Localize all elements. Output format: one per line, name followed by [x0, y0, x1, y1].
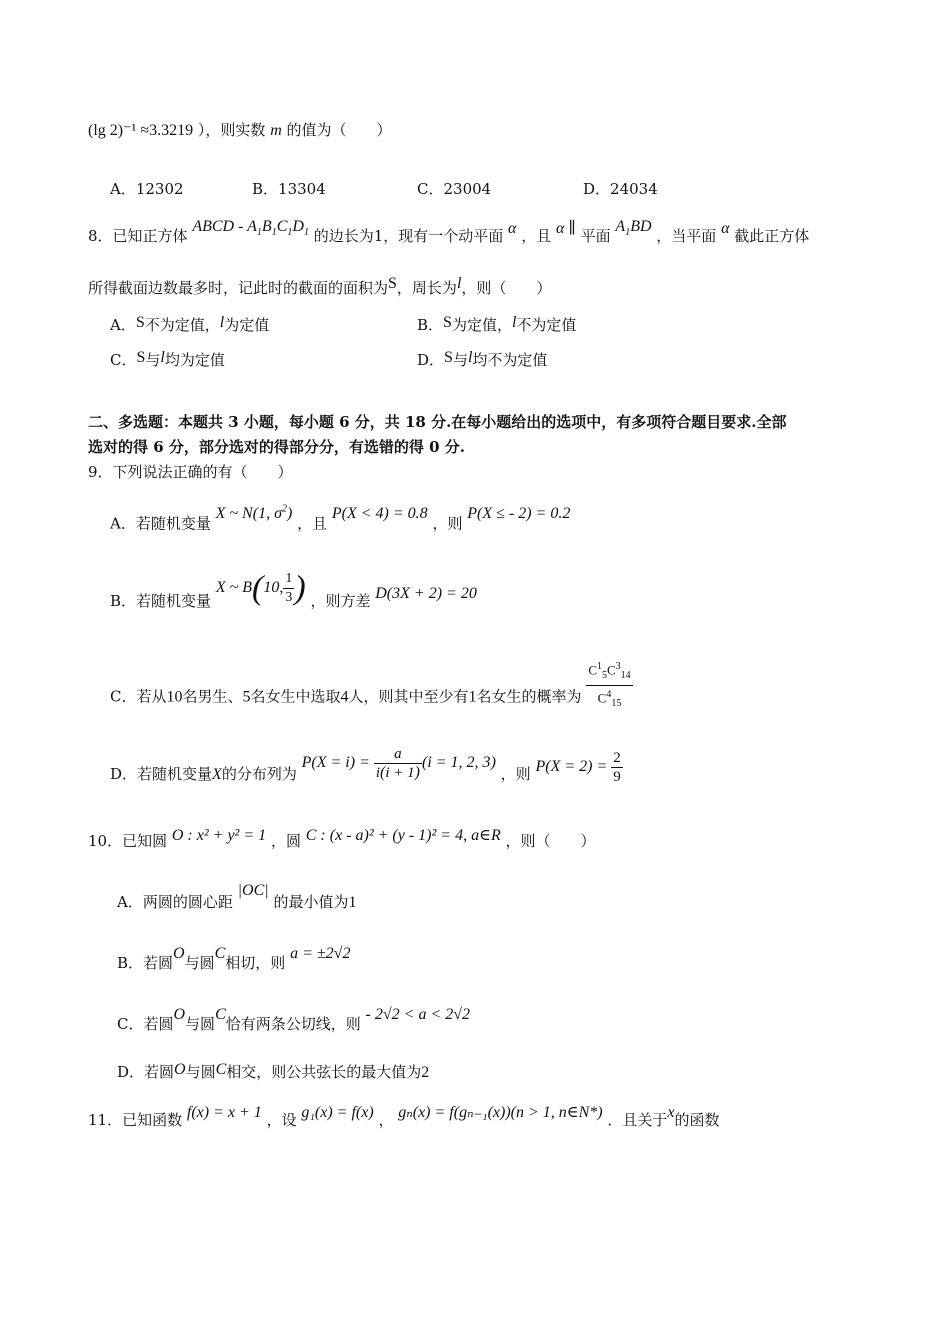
section2-heading-line1: 二、多选题：本题共 3 小题，每小题 6 分，共 18 分.在每小题给出的选项中，有多项符合题目要求.全部 — [88, 413, 787, 431]
q11-stem — [88, 1104, 720, 1131]
q10-stem — [88, 827, 596, 852]
q8-opt-c-t2: 均为定值 — [164, 351, 225, 369]
q10-a-t1: 的最小值为 — [273, 893, 349, 911]
q10-b-label: B．若圆 — [117, 954, 174, 972]
variance-expr: D(3X + 2) = 20 — [375, 585, 477, 603]
tangent-condition: a = ±2√2 — [290, 945, 351, 962]
q9-b-t1: ，则方差 — [310, 592, 371, 611]
circle-o-equation: O : x² + y² = 1 — [171, 827, 267, 844]
q10-d-label: D．若圆 — [117, 1063, 175, 1081]
plane-a1bd: $A_1BD$ — [615, 218, 652, 239]
q8-line2a: 所得截面边数最多时，记此时的截面的面积为 — [88, 279, 389, 297]
q9-c-n4: 1 — [468, 688, 477, 706]
q10-option-d — [117, 1062, 429, 1083]
q9-c-t2: 名女生中选取 — [250, 687, 341, 706]
var-O: O — [173, 1006, 186, 1023]
q8-opt-d-t2: 均不为定值 — [472, 351, 548, 369]
binomial-expr: X ~ B(10, $\frac{1}{3}$ ) — [215, 569, 306, 607]
function-g1: g₁(x) = f(x) — [301, 1104, 374, 1121]
var-O: O — [174, 1061, 186, 1078]
q8-opt-b-t2: 不为定值 — [516, 316, 577, 334]
q8-opt-b-t1: 为定值， — [451, 316, 512, 334]
var-X: X — [212, 766, 222, 784]
q7-option-d: D．24034 — [583, 180, 658, 198]
q9-c-n2: 5 — [242, 688, 251, 706]
q9-a-t2: ，则 — [432, 514, 463, 533]
q10-d-t2: 相交，则公共弦长的最大值为 — [226, 1063, 422, 1081]
q7-tail-line — [88, 120, 392, 141]
q8-opt-a-t2: 为定值 — [224, 316, 270, 334]
parallel-expr: α ∥ — [556, 220, 576, 237]
circle-c-equation: C : (x - a)² + (y - 1)² = 4, a∈R — [305, 827, 501, 844]
q7-option-b: B．13304 — [252, 180, 326, 198]
var-m: m — [270, 122, 282, 139]
q8-option-b — [417, 315, 576, 336]
q8-line2c: ，则（ ） — [461, 279, 552, 297]
var-l: l — [467, 349, 473, 366]
q8-opt-d-label: D． — [417, 351, 445, 369]
q9-option-c — [110, 661, 633, 725]
q10-d-t1: 与圆 — [185, 1063, 216, 1081]
alpha-symbol: α — [508, 220, 517, 237]
var-l: l — [160, 349, 165, 366]
q10-option-c — [117, 1006, 471, 1035]
var-C: C — [214, 945, 226, 962]
oc-distance: |OC| — [237, 882, 269, 899]
distribution-expr: P(X = i) = $\frac{a}{i(i + 1)}$ (i = 1, 2, 3) — [301, 746, 496, 781]
var-S: S — [135, 314, 145, 331]
prob-x-le-minus2: P(X ≤ - 2) = 0.2 — [467, 505, 571, 523]
q10-option-a — [117, 882, 357, 913]
q8-opt-c-label: C． — [110, 351, 137, 369]
var-C: C — [215, 1061, 227, 1078]
q9-c-n3: 4 — [340, 688, 349, 706]
lg2-expression: (lg 2)⁻¹ ≈3.3219 — [88, 122, 194, 139]
q8-opt-b-label: B． — [417, 316, 444, 334]
q7-tail-text: ），则实数 — [197, 121, 266, 139]
var-l: l — [456, 275, 462, 292]
q9-a-t1: ，且 — [297, 514, 328, 533]
q8-option-d — [417, 350, 547, 371]
q11-t1: ，设 — [266, 1111, 297, 1129]
combination-fraction: $\frac{C^1_5C^3_{14}}{C^4_{15}}$ — [586, 658, 632, 713]
q9-c-t4: 名女生的概率为 — [476, 687, 582, 706]
q9-c-label: C．若从 — [110, 687, 167, 706]
function-gn: gₙ(x) = f(gₙ₋₁(x))(n > 1, n∈N*) — [398, 1104, 603, 1121]
q10-t1: ，圆 — [270, 832, 301, 850]
var-S: S — [444, 349, 453, 366]
q8-line2b: ，周长为 — [396, 279, 457, 297]
var-O: O — [173, 945, 185, 962]
q9-option-b — [110, 569, 477, 621]
q11-t4: 的函数 — [674, 1111, 720, 1129]
var-S: S — [388, 275, 397, 292]
q9-a-label: A．若随机变量 — [110, 514, 211, 533]
q10-a-label: A．两圆的圆心距 — [117, 893, 233, 911]
q9-d-t2: ，则 — [500, 765, 531, 784]
q11-stem-text: 11．已知函数 — [88, 1111, 183, 1129]
alpha-symbol-2: α — [721, 220, 730, 237]
q7-option-c: C．23004 — [417, 180, 492, 198]
q9-stem: 9．下列说法正确的有（ ） — [88, 463, 293, 481]
q10-c-label: C．若圆 — [117, 1015, 174, 1033]
q10-a-n: 1 — [348, 894, 357, 911]
q8-option-c — [110, 350, 225, 371]
prob-x-eq-2: P(X = 2) = $\frac{2}{9}$ — [535, 750, 621, 785]
q9-b-label: B．若随机变量 — [110, 592, 212, 611]
q9-c-t3: 人，则其中至少有 — [348, 687, 469, 706]
q8-opt-a-label: A． — [110, 316, 136, 334]
q9-d-label: D．若随机变量 — [110, 765, 213, 784]
q10-option-b — [117, 945, 351, 974]
var-x: x — [667, 1104, 675, 1121]
normal-dist-expr: X ~ N(1, $\sigma^2$) — [215, 504, 293, 523]
var-S: S — [443, 314, 452, 331]
q10-stem-text: 10．已知圆 — [88, 832, 168, 850]
var-C: C — [215, 1006, 226, 1023]
q8-option-a — [110, 315, 269, 336]
q9-c-t1: 名男生、 — [182, 687, 243, 706]
q8-text4: ，当平面 — [656, 227, 717, 245]
q8-number: 8．已知正方体 — [88, 227, 188, 245]
q8-text1: 的边长为1，现有一个动平面 — [313, 227, 504, 245]
q8-text2: ，且 — [521, 227, 552, 245]
q10-d-n: 2 — [421, 1064, 430, 1081]
var-l: l — [511, 314, 517, 331]
q8-stem — [88, 218, 810, 253]
q10-b-t2: 相切，则 — [225, 954, 286, 972]
var-l: l — [219, 314, 225, 331]
var-S: S — [136, 349, 146, 366]
q11-t2: ， — [378, 1111, 394, 1129]
q10-c-t1: 与圆 — [185, 1015, 216, 1033]
two-tangents-range: - 2√2 < a < 2√2 — [365, 1006, 471, 1023]
q10-c-t2: 恰有两条公切线，则 — [225, 1015, 361, 1033]
section2-heading-line2: 选对的得 6 分，部分选对的得部分分，有选错的得 0 分. — [88, 438, 465, 456]
function-f: f(x) = x + 1 — [186, 1104, 262, 1121]
q8-text3: 平面 — [580, 227, 611, 245]
q11-t3: ．且关于 — [607, 1111, 668, 1129]
q9-option-d — [110, 746, 623, 794]
q7-option-a: A．12302 — [110, 180, 184, 198]
q10-b-t1: 与圆 — [184, 954, 215, 972]
q8-opt-a-t1: 不为定值， — [144, 316, 220, 334]
q8-stem-line2 — [88, 275, 552, 299]
prob-x-lt-4: P(X < 4) = 0.8 — [331, 505, 428, 523]
q9-d-t1: 的分布列为 — [221, 765, 297, 784]
q9-c-n1: 10 — [166, 688, 183, 706]
q9-option-a — [110, 504, 571, 534]
cube-name: ABCD - $A_1B_1C_1D_1$ — [192, 218, 309, 239]
q10-t2: ，则（ ） — [505, 832, 596, 850]
q8-opt-d-t1: 与 — [452, 351, 468, 369]
q8-text5: 截此正方体 — [734, 227, 810, 245]
q7-tail-text2: 的值为（ ） — [286, 121, 392, 139]
q8-opt-c-t1: 与 — [145, 351, 161, 369]
